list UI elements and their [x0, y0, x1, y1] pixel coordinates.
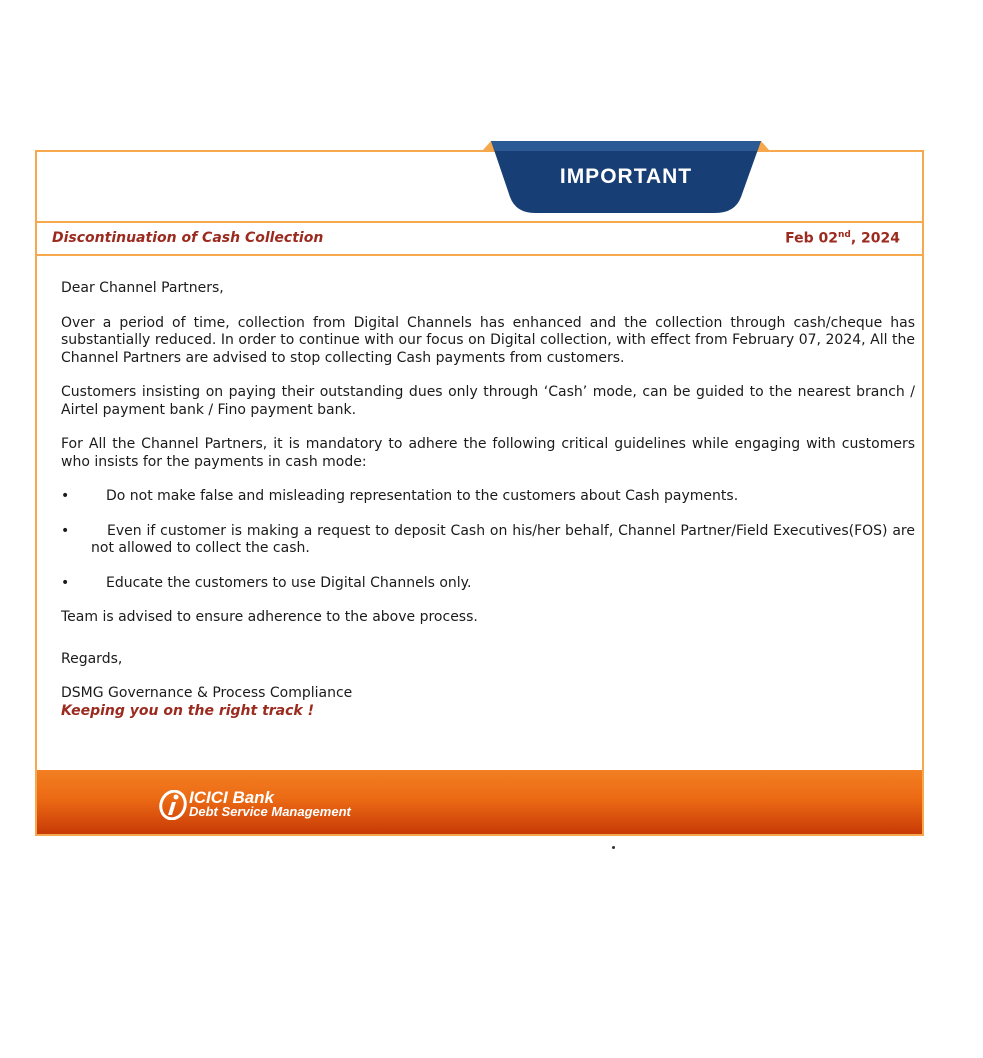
bank-name: ICICI Bank — [189, 788, 275, 807]
date-year: , 2024 — [850, 230, 900, 247]
icici-logo-icon — [158, 790, 188, 820]
bullet-item — [61, 575, 915, 593]
bullet-item — [61, 488, 915, 506]
important-banner — [483, 141, 769, 214]
subject-title: Discontinuation of Cash Collection — [52, 230, 324, 246]
date-ordinal: nd — [837, 230, 851, 240]
bullet-icon: • — [61, 574, 70, 591]
footer-bar — [35, 770, 924, 836]
bullet-text: Educate the customers to use Digital Channels only. — [106, 574, 472, 591]
date-main: Feb 02 — [785, 230, 838, 247]
letter-body — [61, 280, 915, 720]
closing: Regards, — [61, 650, 123, 667]
paragraph-3: For All the Channel Partners, it is mandatory to adhere the following critical guidelines while engaging with customers who insists for the payments in cash mode: — [61, 436, 915, 470]
paragraph-4: Team is advised to ensure adherence to the above process. — [61, 609, 478, 625]
greeting: Dear Channel Partners, — [61, 280, 224, 296]
stray-dot — [612, 846, 615, 849]
important-label: IMPORTANT — [559, 165, 693, 188]
paragraph-2: Customers insisting on paying their outstanding dues only through ‘Cash’ mode, can be guided to the nearest branch / Airtel payment bank / Fino payment bank. — [61, 384, 915, 418]
signature: DSMG Governance & Process Compliance — [61, 685, 353, 701]
paragraph-1: Over a period of time, collection from Digital Channels has enhanced and the collection through cash/cheque has substantially reduced. In order to continue with our focus on Digital collection, with effect from February 07, 2024, All the Channel Partners are advised to stop collecting Cash payments from customers. — [61, 314, 915, 366]
division-name: Debt Service Management — [189, 804, 351, 819]
subject-bar — [35, 221, 924, 256]
bullet-item — [61, 523, 915, 558]
bullet-text: Do not make false and misleading representation to the customers about Cash payments. — [106, 488, 739, 504]
tagline: Keeping you on the right track ! — [61, 702, 314, 719]
notice-date — [785, 230, 900, 247]
bullet-text: Even if customer is making a request to deposit Cash on his/her behalf, Channel Partner/Field Executives(FOS) are not allowed to collect the cash. — [91, 522, 915, 556]
bullet-icon: • — [61, 488, 70, 504]
bullet-icon: • — [61, 522, 70, 539]
